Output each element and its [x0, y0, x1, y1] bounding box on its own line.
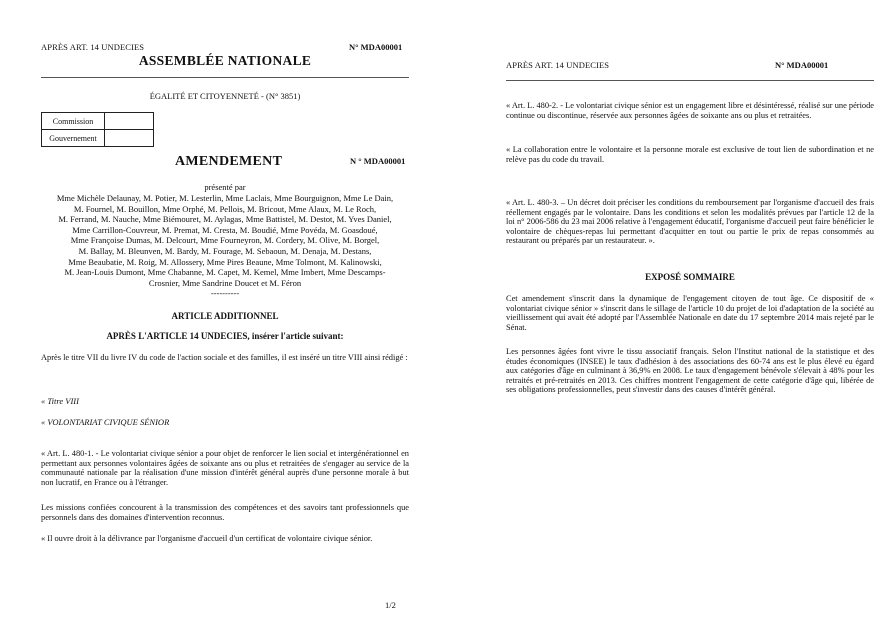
table-value-gouvernement [105, 130, 154, 147]
separator: ---------- [210, 288, 240, 299]
author-line: Mme Beaubatie, M. Roig, M. Allossery, Mme Pires Beaune, Mme Tolmont, M. Kalinowski, [68, 256, 382, 267]
table-row [42, 113, 154, 130]
right-header-article: APRÈS ART. 14 UNDECIES [506, 60, 610, 70]
header-rule [41, 77, 409, 78]
assembly-title: ASSEMBLÉE NATIONALE [138, 53, 312, 68]
presented-by: présenté par [204, 182, 246, 192]
titre-viii: « Titre VIII [41, 396, 79, 406]
collaboration-paragraph: « La collaboration entre le volontaire et la personne morale est exclusive de tout lien de subordination et ne relève pas du code du travail. [506, 145, 874, 164]
expose-title: EXPOSÉ SOMMAIRE [645, 272, 735, 282]
article-480-1: « Art. L. 480-1. - Le volontariat civique sénior a pour objet de renforcer le lien social et intergénérationnel en permettant aux personnes volontaires âgées de soixante ans ou plus et retraitées de s'engager au service de la communauté nationale par la réalisation d'une mission d'intérêt général auprès d'une personne morale à but non lucratif, en France ou à l'étranger. [41, 449, 409, 487]
author-line: M. Ferrand, M. Nauche, Mme Biémouret, M. Aylagas, Mme Battistel, M. Destot, M. Yves Daniel, [58, 214, 392, 225]
table-label-commission: Commission [42, 113, 105, 130]
article-480-3: « Art. L. 480-3. – Un décret doit préciser les conditions du remboursement par l'organisme d'accueil des frais réellement engagés par le volontaire. Dans les conditions et selon les modalités prévues par l'article 12 de la loi n° 2006-586 du 23 mai 2006 relative à l'engagement éducatif, l'organisme d'accueil peut faire bénéficier le volontaire de chèques-repas lui permettant d'acquitter en tout ou partie le prix de repas consommés au restaurant ou préparés par un restaurateur. ». [506, 198, 874, 246]
left-header-article: APRÈS ART. 14 UNDECIES [41, 42, 145, 52]
amendment-title: AMENDEMENT [175, 154, 283, 169]
article-heading: ARTICLE ADDITIONNEL [171, 311, 279, 321]
expose-paragraph-1: Cet amendement s'inscrit dans la dynamique de l'engagement citoyen de tout âge. Ce dispositif de « volontariat civique sénior » s'inscrit dans le sillage de l'article 10 du projet de loi d'adaptation de la société au vieillissement qui avait été adopté par l'Assemblée Nationale en date du 17 septembre 2014 mais rejeté par le Sénat. [506, 294, 874, 332]
table-value-commission [105, 113, 154, 130]
author-line: M. Ballay, M. Bleunven, M. Bardy, M. Fourage, M. Sebaoun, M. Denaja, M. Destans, [78, 245, 372, 256]
authors-list [36, 193, 414, 299]
certificat-paragraph: « Il ouvre droit à la délivrance par l'organisme d'accueil d'un certificat de volontaire civique sénior. [41, 534, 373, 543]
intro-paragraph: Après le titre VII du livre IV du code de l'action sociale et des familles, il est inséré un titre VIII ainsi rédigé : [41, 353, 408, 362]
volontariat-heading: « VOLONTARIAT CIVIQUE SÉNIOR [41, 417, 170, 427]
left-header-number: N° MDA00001 [349, 42, 403, 52]
bill-subtitle: ÉGALITÉ ET CITOYENNETÉ - (N° 3851) [149, 91, 301, 101]
right-header-number: N° MDA00001 [775, 60, 829, 70]
author-line: Crosnier, Mme Sandrine Doucet et M. Féron [148, 277, 302, 288]
author-line: Mme Michèle Delaunay, M. Potier, M. Lesterlin, Mme Laclais, Mme Bourguignon, Mme Le Dain, [56, 193, 394, 203]
article-480-2: « Art. L. 480-2. - Le volontariat civique sénior est un engagement libre et désintéressé, réalisé sur une période continue ou discontinue, réservée aux personnes âgées de soixante ans ou plus et retraitées. [506, 101, 874, 120]
table-row [42, 130, 154, 147]
author-line: M. Fournel, M. Bouillon, Mme Orphé, M. Pellois, M. Bricout, Mme Alaux, M. Le Roch, [73, 203, 377, 214]
table-label-gouvernement: Gouvernement [42, 130, 105, 147]
author-line: Mme Carrillon-Couvreur, M. Premat, M. Cresta, M. Boudié, Mme Povéda, M. Goasdoué, [72, 224, 378, 235]
expose-paragraph-2: Les personnes âgées font vivre le tissu associatif français. Selon l'Institut national de la statistique et des études économiques (INSEE) le taux d'adhésion à des associations des 60-74 ans est le plus élevé eu égard aux catégories d'âge en culminant à 36,9% en 2008. Le taux d'engagement bénévole s'élevait à 48% pour les retraités et pré-retraités en 2013. Ces chiffres montrent l'engagement de cette catégorie d'âge qui, libérée de ses obligations professionnelles, peut s'investir dans des causes d'intérêt général. [506, 347, 874, 395]
missions-paragraph: Les missions confiées concourent à la transmission des compétences et des savoirs tant professionnels que personnels dans des domaines d'intervention reconnus. [41, 503, 409, 522]
insert-heading: APRÈS L'ARTICLE 14 UNDECIES, insérer l'article suivant: [106, 331, 344, 341]
right-header-rule [506, 80, 874, 81]
page-number: 1/2 [385, 600, 396, 610]
author-line: Mme Françoise Dumas, M. Delcourt, Mme Fourneyron, M. Cordery, M. Olive, M. Borgel, [70, 235, 380, 246]
author-line: M. Jean-Louis Dumont, Mme Chabanne, M. Capet, M. Kemel, Mme Imbert, Mme Descamps- [64, 267, 386, 278]
commission-government-table [41, 112, 154, 147]
amendment-number: N ° MDA00001 [350, 156, 406, 166]
